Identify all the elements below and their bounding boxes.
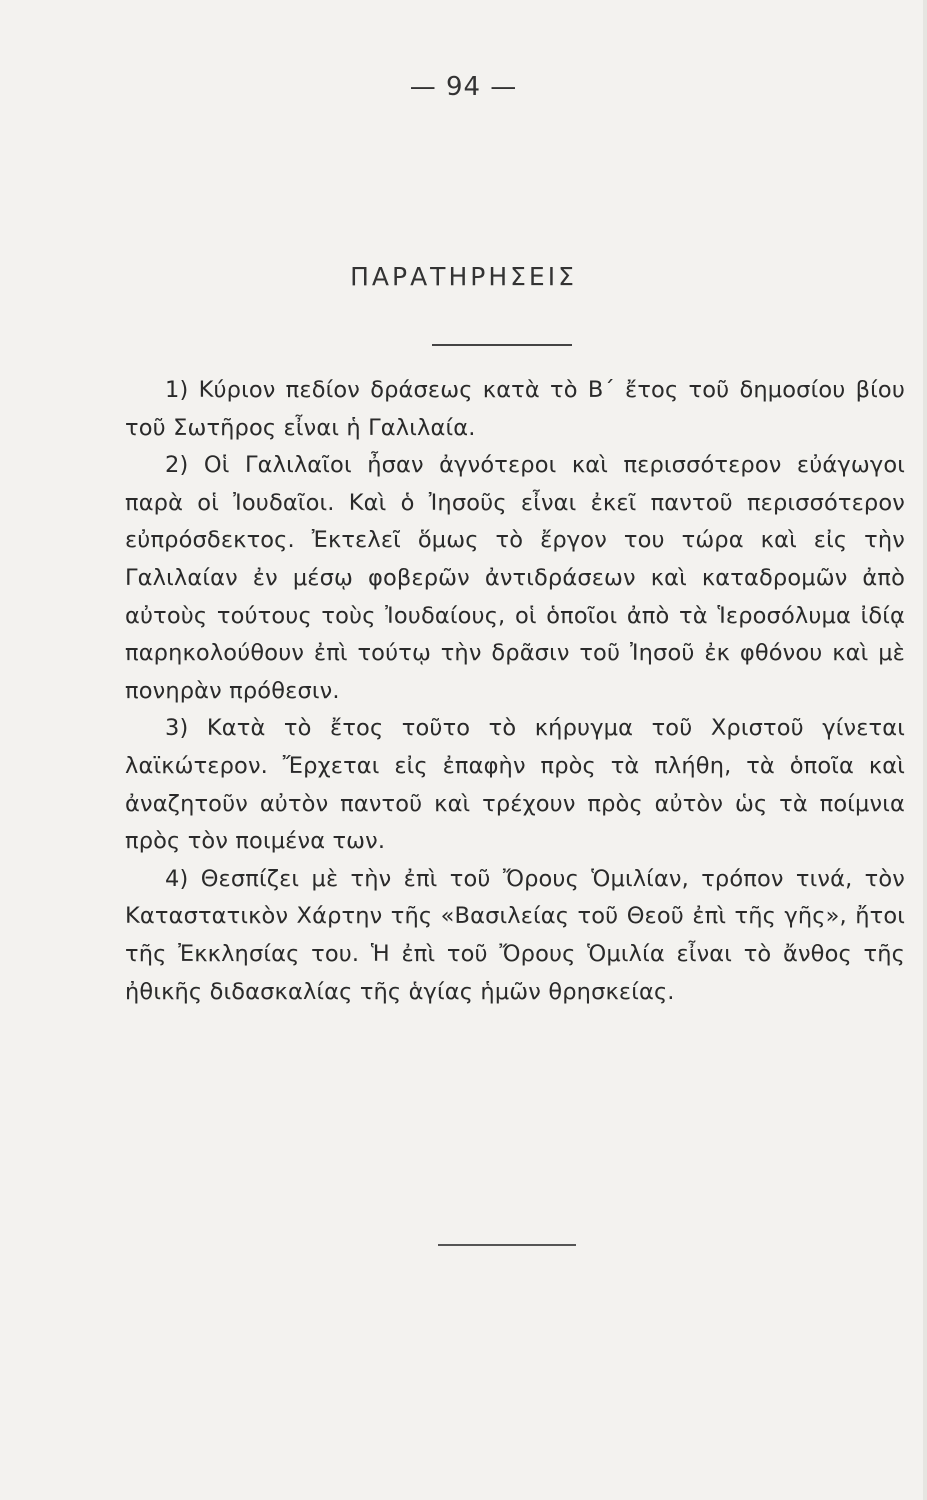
note-paragraph-2: 2) Οἱ Γαλιλαῖοι ἦσαν ἀγνότεροι καὶ περισσότερον εὐάγωγοι παρὰ οἱ Ἰουδαῖοι. Καὶ ὁ Ἰησοῦς εἶναι ἐκεῖ παντοῦ περισσότερον εὐπρόσδεκτος. Ἐκτελεῖ ὅμως τὸ ἔργον του τώρα καὶ εἰς τὴν Γαλιλαίαν ἐν μέσῳ φοβερῶν ἀντιδράσεων καὶ καταδρομῶν ἀπὸ αὐτοὺς τούτους τοὺς Ἰουδαίους, οἱ ὁποῖοι ἀπὸ τὰ Ἱεροσόλυμα ἰδίᾳ παρηκολούθουν ἐπὶ τούτῳ τὴν δρᾶσιν τοῦ Ἰησοῦ ἐκ φθόνου καὶ μὲ πονηρὰν πρόθεσιν. [125,452,905,704]
note-paragraph-1: 1) Κύριον πεδίον δράσεως κατὰ τὸ Β΄ ἔτος τοῦ δημοσίου βίου τοῦ Σωτῆρος εἶναι ἡ Γαλιλαία. [125,377,905,441]
page-number: — 94 — [409,72,518,102]
note-paragraph-3: 3) Κατὰ τὸ ἔτος τοῦτο τὸ κήρυγμα τοῦ Χριστοῦ γίνεται λαϊκώτερον. Ἔρχεται εἰς ἐπαφὴν πρὸς τὰ πλήθη, τὰ ὁποῖα καὶ ἀναζητοῦν αὐτὸν παντοῦ καὶ τρέχουν πρὸς αὐτὸν ὡς τὰ ποίμνια πρὸς τὸν ποιμένα των. [125,715,905,855]
end-rule [438,1244,576,1246]
note-paragraph-4: 4) Θεσπίζει μὲ τὴν ἐπὶ τοῦ Ὄρους Ὁμιλίαν, τρόπον τινά, τὸν Καταστατικὸν Χάρτην τῆς «Βασιλείας τοῦ Θεοῦ ἐπὶ τῆς γῆς», ἤτοι τῆς Ἐκκλησίας του. Ἡ ἐπὶ τοῦ Ὄρους Ὁμιλία εἶναι τὸ ἄνθος τῆς ἠθικῆς διδασκαλίας τῆς ἁγίας ἡμῶν θρησκείας. [125,865,905,1005]
section-heading: ΠΑΡΑΤΗΡΗΣΕΙΣ [350,262,577,291]
heading-rule [432,344,572,346]
notes-body [125,372,905,1011]
page-edge [923,0,927,1500]
